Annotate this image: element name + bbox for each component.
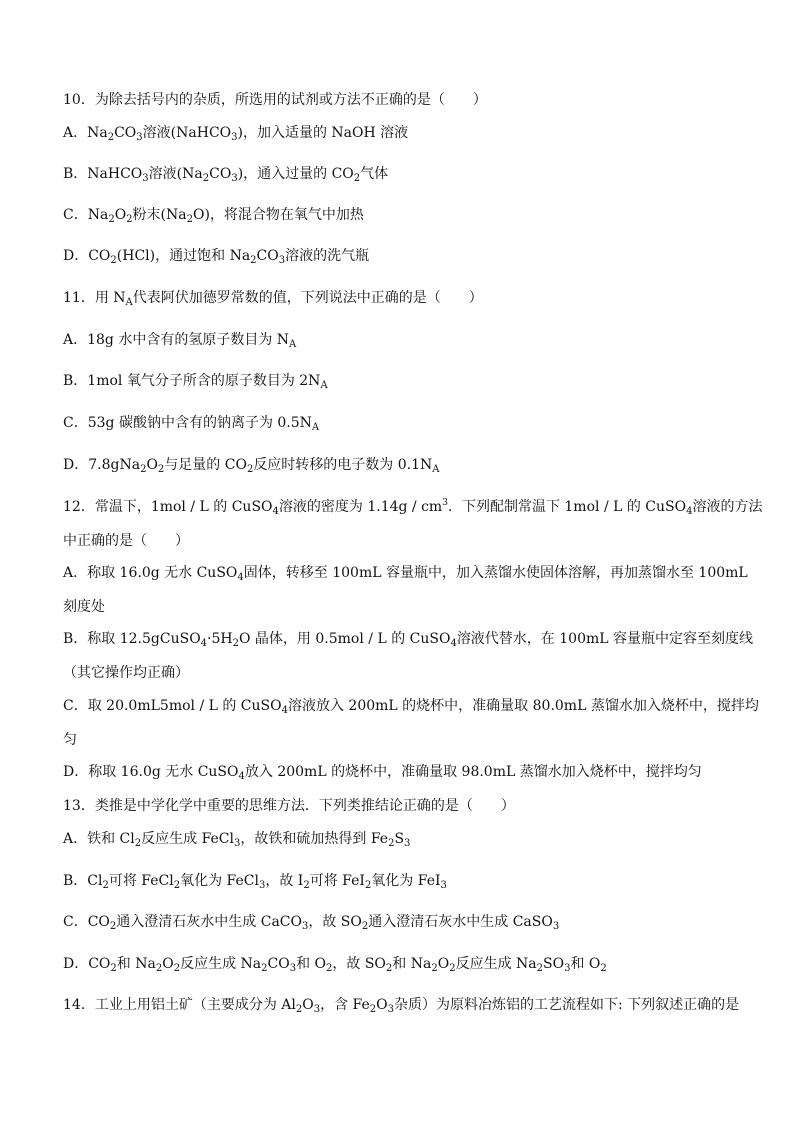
text-run: CO bbox=[267, 956, 290, 972]
subscript: 2 bbox=[109, 921, 117, 932]
subscript: 2 bbox=[388, 838, 395, 849]
subscript: 3 bbox=[301, 921, 309, 932]
text-run: ·5H bbox=[207, 631, 233, 647]
q12-option-b-cont bbox=[63, 663, 189, 683]
text-run: O bbox=[114, 207, 127, 223]
q13-stem bbox=[63, 796, 515, 816]
text-run: 匀 bbox=[63, 732, 77, 748]
q12-stem bbox=[63, 497, 762, 517]
text-run: 代表阿伏加德罗常数的值，下列说法中正确的是（ ） bbox=[132, 290, 483, 306]
subscript: 2 bbox=[126, 214, 133, 225]
subscript: 2 bbox=[250, 255, 257, 266]
text-run: O)，将混合物在氧气中加热 bbox=[192, 207, 364, 223]
text-run: SO bbox=[543, 956, 565, 972]
text-run: B．Cl bbox=[63, 873, 103, 889]
text-run: ，含 Fe bbox=[320, 997, 370, 1013]
q13-option-b bbox=[63, 871, 447, 891]
subscript: 2 bbox=[361, 921, 369, 932]
text-run: 粉末(Na bbox=[132, 207, 187, 223]
text-run: 溶液的方法 bbox=[692, 499, 763, 515]
text-run: ，故 SO bbox=[308, 914, 362, 930]
q13-option-c bbox=[63, 912, 559, 932]
text-run: 可将 FeI bbox=[309, 873, 365, 889]
subscript: 2 bbox=[369, 1004, 377, 1015]
q12-option-d bbox=[63, 762, 702, 782]
q14-stem bbox=[63, 995, 739, 1015]
text-run: A．18g 水中含有的氢原子数目为 N bbox=[63, 332, 290, 348]
subscript: 3 bbox=[387, 1004, 395, 1015]
text-run: ，故 I bbox=[265, 873, 304, 889]
text-run: O bbox=[376, 997, 388, 1013]
text-run: A．铁和 Cl bbox=[63, 831, 135, 847]
q12-stem-cont bbox=[63, 531, 189, 551]
subscript: 3 bbox=[231, 132, 238, 143]
subscript: 2 bbox=[202, 173, 210, 184]
subscript: 2 bbox=[173, 880, 181, 891]
text-run: 反应生成 FeCl bbox=[141, 831, 234, 847]
subscript: 3 bbox=[440, 880, 447, 891]
q11-option-c bbox=[63, 413, 319, 433]
subscript: 3 bbox=[552, 921, 560, 932]
q13-option-d bbox=[63, 954, 607, 974]
text-run: O 晶体，用 0.5mol / L 的 CuSO bbox=[239, 631, 451, 647]
text-run: S bbox=[394, 831, 405, 847]
text-run: B．称取 12.5gCuSO bbox=[63, 631, 201, 647]
subscript: 2 bbox=[353, 173, 361, 184]
subscript: 4 bbox=[686, 506, 693, 517]
subscript: 2 bbox=[385, 963, 393, 974]
subscript: 3 bbox=[258, 880, 266, 891]
text-run: CO bbox=[256, 248, 279, 264]
q10-option-a bbox=[63, 123, 408, 143]
text-run: D．称取 16.0g 无水 CuSO bbox=[63, 764, 239, 780]
subscript: A bbox=[289, 339, 297, 350]
q10-option-c bbox=[63, 205, 364, 225]
q10-stem bbox=[63, 90, 487, 110]
text-run: A．Na bbox=[63, 125, 108, 141]
subscript: 2 bbox=[140, 464, 147, 475]
subscript: 2 bbox=[431, 963, 438, 974]
text-run: ．下列配制常温下 1mol / L 的 CuSO bbox=[447, 499, 687, 515]
subscript: 2 bbox=[232, 638, 239, 649]
q13-option-a bbox=[63, 829, 410, 849]
subscript: 3 bbox=[136, 132, 143, 143]
text-run: 溶液(NaHCO bbox=[142, 125, 232, 141]
subscript: 2 bbox=[449, 963, 456, 974]
subscript: 2 bbox=[134, 838, 142, 849]
subscript: 3 bbox=[404, 838, 411, 849]
subscript: 2 bbox=[295, 1004, 303, 1015]
subscript: 2 bbox=[536, 963, 543, 974]
text-run: B．NaHCO bbox=[63, 166, 143, 182]
text-run: 溶液代替水，在 100mL 容量瓶中定容至刻度线 bbox=[456, 631, 754, 647]
subscript: 2 bbox=[107, 132, 115, 143]
text-run: C．53g 碳酸钠中含有的钠离子为 0.5N bbox=[63, 415, 312, 431]
text-run: 气体 bbox=[360, 166, 389, 182]
subscript: 2 bbox=[186, 214, 193, 225]
subscript: 2 bbox=[110, 255, 117, 266]
text-run: D．7.8gNa bbox=[63, 457, 141, 473]
subscript: 3 bbox=[234, 838, 241, 849]
subscript: 4 bbox=[450, 638, 457, 649]
subscript: A bbox=[320, 380, 328, 391]
text-run: 与足量的 CO bbox=[164, 457, 247, 473]
text-run: 13．类推是中学化学中重要的思维方法．下列类推结论正确的是（ ） bbox=[63, 798, 515, 814]
subscript: 2 bbox=[110, 963, 117, 974]
text-run: 10．为除去括号内的杂质，所选用的试剂或方法不正确的是（ ） bbox=[63, 92, 487, 108]
text-run: 反应生成 Na bbox=[180, 956, 262, 972]
subscript: A bbox=[432, 464, 440, 475]
subscript: 2 bbox=[155, 963, 163, 974]
subscript: 2 bbox=[157, 464, 165, 475]
superscript: 3 bbox=[442, 498, 448, 508]
text-run: C．CO bbox=[63, 914, 110, 930]
text-run: D．CO bbox=[63, 248, 111, 264]
text-run: （其它操作均正确） bbox=[63, 665, 189, 681]
q12-option-c-cont bbox=[63, 730, 77, 750]
text-run: 溶液(Na bbox=[148, 166, 203, 182]
subscript: 2 bbox=[261, 963, 268, 974]
text-run: 14．工业上用铝土矿（主要成分为 Al bbox=[63, 997, 296, 1013]
text-run: C．取 20.0mL5mol / L 的 CuSO bbox=[63, 698, 282, 714]
subscript: 3 bbox=[313, 1004, 321, 1015]
q11-option-d bbox=[63, 455, 440, 475]
subscript: 2 bbox=[173, 963, 181, 974]
subscript: 2 bbox=[364, 880, 372, 891]
text-run: 杂质）为原料冶炼铝的工艺流程如下: 下列叙述正确的是 bbox=[394, 997, 740, 1013]
subscript: 2 bbox=[303, 880, 310, 891]
q12-option-c bbox=[63, 696, 759, 716]
text-run: 溶液的洗气瓶 bbox=[285, 248, 370, 264]
text-run: 反应时转移的电子数为 0.1N bbox=[253, 457, 433, 473]
subscript: 4 bbox=[281, 705, 288, 716]
text-run: C．Na bbox=[63, 207, 109, 223]
q11-option-a bbox=[63, 330, 296, 350]
subscript: 3 bbox=[142, 173, 149, 184]
subscript: A bbox=[311, 422, 320, 433]
text-run: ，故 SO bbox=[332, 956, 386, 972]
text-run: 中正确的是（ ） bbox=[63, 533, 189, 549]
text-run: (HCl)，通过饱和 Na bbox=[116, 248, 251, 264]
q12-option-b bbox=[63, 629, 753, 649]
text-run: 和 O bbox=[570, 956, 601, 972]
subscript: A bbox=[125, 297, 133, 308]
text-run: 和 Na bbox=[392, 956, 432, 972]
text-run: 和 O bbox=[296, 956, 327, 972]
q11-stem bbox=[63, 288, 483, 308]
subscript: 2 bbox=[326, 963, 333, 974]
text-run: CO bbox=[209, 166, 232, 182]
text-run: 放入 200mL 的烧杯中，准确量取 98.0mL 蒸馏水加入烧杯中，搅拌均匀 bbox=[244, 764, 702, 780]
subscript: 3 bbox=[231, 173, 238, 184]
subscript: 2 bbox=[102, 880, 109, 891]
q12-option-a bbox=[63, 563, 748, 583]
text-run: B．1mol 氧气分子所含的原子数目为 2N bbox=[63, 373, 321, 389]
subscript: 4 bbox=[237, 572, 244, 583]
text-run: A．称取 16.0g 无水 CuSO bbox=[63, 565, 238, 581]
text-run: O bbox=[437, 956, 450, 972]
q10-option-d bbox=[63, 246, 369, 266]
text-run: 反应生成 Na bbox=[455, 956, 537, 972]
text-run: 溶液的密度为 1.14g / cm bbox=[278, 499, 443, 515]
subscript: 2 bbox=[108, 214, 115, 225]
text-run: D．CO bbox=[63, 956, 111, 972]
text-run: O bbox=[302, 997, 314, 1013]
subscript: 4 bbox=[272, 506, 279, 517]
text-run: ，故铁和硫加热得到 Fe bbox=[240, 831, 389, 847]
text-run: 氧化为 FeCl bbox=[180, 873, 259, 889]
text-run: 和 Na bbox=[116, 956, 156, 972]
text-run: CO bbox=[114, 125, 137, 141]
text-run: 刻度处 bbox=[63, 599, 105, 615]
subscript: 4 bbox=[238, 771, 245, 782]
subscript: 2 bbox=[600, 963, 607, 974]
text-run: 溶液放入 200mL 的烧杯中，准确量取 80.0mL 蒸馏水加入烧杯中，搅拌均 bbox=[287, 698, 759, 714]
subscript: 2 bbox=[246, 464, 254, 475]
text-run: 11．用 N bbox=[63, 290, 126, 306]
text-run: )，通入过量的 CO bbox=[237, 166, 354, 182]
text-run: )，加入适量的 NaOH 溶液 bbox=[237, 125, 409, 141]
q12-option-a-cont bbox=[63, 597, 105, 617]
text-run: 氧化为 FeI bbox=[371, 873, 441, 889]
text-run: 12．常温下，1mol / L 的 CuSO bbox=[63, 499, 273, 515]
subscript: 3 bbox=[289, 963, 297, 974]
q11-option-b bbox=[63, 371, 328, 391]
text-run: 通入澄清石灰水中生成 CaSO bbox=[368, 914, 553, 930]
q10-option-b bbox=[63, 164, 388, 184]
subscript: 3 bbox=[278, 255, 286, 266]
subscript: 3 bbox=[564, 963, 571, 974]
subscript: 4 bbox=[200, 638, 208, 649]
text-run: 可将 FeCl bbox=[108, 873, 174, 889]
text-run: O bbox=[162, 956, 174, 972]
text-run: O bbox=[146, 457, 158, 473]
text-run: 通入澄清石灰水中生成 CaCO bbox=[116, 914, 302, 930]
text-run: 固体，转移至 100mL 容量瓶中，加入蒸馏水使固体溶解，再加蒸馏水至 100mL bbox=[243, 565, 748, 581]
